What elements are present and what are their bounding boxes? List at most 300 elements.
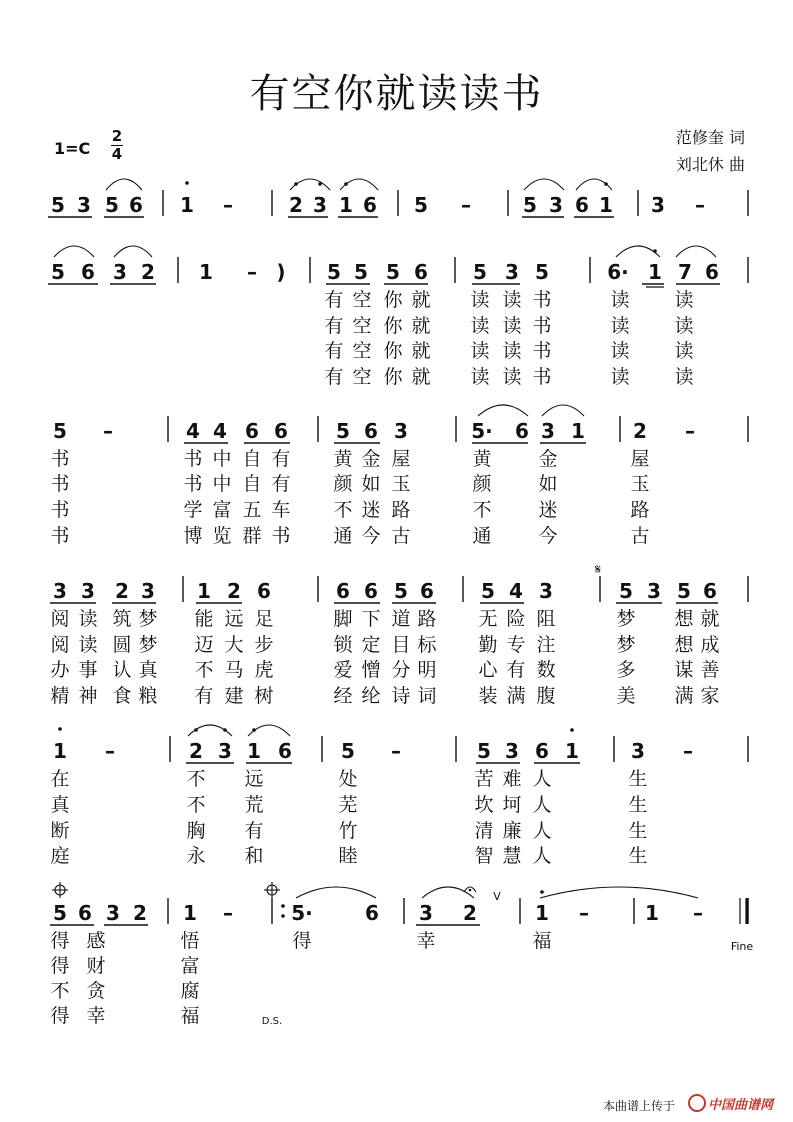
lyric-char: 建 <box>224 685 244 707</box>
note: 5 <box>53 901 67 925</box>
note: 5 <box>481 579 495 603</box>
lyric-char: 不 <box>186 768 206 790</box>
lyric-char: 生 <box>628 845 648 867</box>
note: 5 <box>327 260 341 284</box>
lyric-char: 树 <box>254 685 274 707</box>
lyric-char: 永 <box>186 845 206 867</box>
lyric-char: 智 <box>474 845 494 867</box>
lyric-char: 诗 <box>391 685 411 707</box>
lyric-char: 爱 <box>333 659 353 681</box>
lyric-char: 玉 <box>391 473 411 495</box>
lyric-char: 书 <box>532 315 552 337</box>
octave-dot <box>294 182 298 186</box>
lyric-char: 读 <box>610 315 630 337</box>
note: 5 <box>336 419 350 443</box>
note: 5 <box>414 193 428 217</box>
note: 5 <box>354 260 368 284</box>
lyric-char: 空 <box>352 340 372 362</box>
lyric-char: 就 <box>411 340 431 362</box>
lyric-char: 迷 <box>538 499 558 521</box>
lyric-char: 有 <box>271 473 291 495</box>
slur <box>478 405 528 416</box>
note: – <box>103 419 113 443</box>
lyric-char: 空 <box>352 289 372 311</box>
note: 6 <box>363 193 377 217</box>
note: 5 <box>386 260 400 284</box>
repeat-dot <box>281 904 285 908</box>
lyric-char: 得 <box>50 1005 70 1027</box>
lyric-char: 食 <box>112 685 132 707</box>
lyric-char: 粮 <box>138 685 158 707</box>
lyric-char: 心 <box>478 659 498 681</box>
lyric-char: 读 <box>610 366 630 388</box>
lyric-char: 憎 <box>361 659 381 681</box>
lyric-char: 在 <box>50 768 70 790</box>
note: – <box>693 901 703 925</box>
note: 6 <box>365 901 379 925</box>
note: 3 <box>505 260 519 284</box>
lyric-char: 坷 <box>502 794 522 816</box>
note: 2 <box>189 739 203 763</box>
lyric-char: 慧 <box>502 845 522 867</box>
lyric-char: 荒 <box>244 794 264 816</box>
lyric-char: 读 <box>470 366 490 388</box>
note: 5 <box>105 193 119 217</box>
note: 1 <box>183 901 197 925</box>
lyric-char: 廉 <box>502 820 522 842</box>
lyric-char: 神 <box>78 685 98 707</box>
lyric-char: 幸 <box>416 930 436 952</box>
lyric-char: 福 <box>532 930 552 952</box>
lyric-char: 黄 <box>333 448 353 470</box>
note: 6 <box>257 579 271 603</box>
lyric-char: 阅 <box>50 608 70 630</box>
lyric-char: 读 <box>610 340 630 362</box>
lyric-char: 有 <box>506 659 526 681</box>
note: 6 <box>364 579 378 603</box>
ds-mark: D.S. <box>261 1016 283 1027</box>
fermata-dot <box>469 889 472 892</box>
lyric-char: 悟 <box>180 930 200 952</box>
lyric-char: 经 <box>333 685 353 707</box>
lyric-char: 读 <box>78 608 98 630</box>
slur <box>542 405 584 416</box>
lyric-char: 不 <box>472 499 492 521</box>
lyric-char: 勤 <box>478 634 498 656</box>
note: 5 <box>535 260 549 284</box>
lyric-char: 就 <box>700 608 720 630</box>
lyric-char: 家 <box>700 685 720 707</box>
lyric-char: 阻 <box>536 608 556 630</box>
slur <box>106 179 142 190</box>
lyric-char: 中 <box>212 473 232 495</box>
lyric-char: 读 <box>502 289 522 311</box>
lyric-char: 装 <box>478 685 498 707</box>
lyric-char: 断 <box>50 820 70 842</box>
lyric-char: 圆 <box>112 634 132 656</box>
lyric-char: 福 <box>180 1005 200 1027</box>
lyric-char: 你 <box>383 289 403 311</box>
logo-text: 中国曲谱网 <box>708 1098 774 1113</box>
lyric-char: 博 <box>183 525 203 547</box>
lyric-char: 自 <box>242 448 262 470</box>
note: 6 <box>703 579 717 603</box>
lyric-char: 书 <box>50 525 70 547</box>
note: – <box>461 193 471 217</box>
lyric-char: 如 <box>361 473 381 495</box>
note: 6 <box>414 260 428 284</box>
octave-dot <box>318 182 322 186</box>
repeat-dot <box>281 914 285 918</box>
note: – <box>391 739 401 763</box>
note: 6 <box>78 901 92 925</box>
note: 3 <box>539 579 553 603</box>
lyric-char: 有 <box>244 820 264 842</box>
note: 1 <box>571 419 585 443</box>
lyric-char: 览 <box>212 525 232 547</box>
note: 7 <box>678 260 692 284</box>
composer-credit: 刘北休 曲 <box>675 155 745 174</box>
lyric-char: 读 <box>470 289 490 311</box>
note: 3 <box>631 739 645 763</box>
lyric-char: 筑 <box>112 608 132 630</box>
note: 6 <box>705 260 719 284</box>
note: 1 <box>339 193 353 217</box>
lyric-char: 定 <box>361 634 381 656</box>
lyric-char: 有 <box>324 340 344 362</box>
note: 6 <box>535 739 549 763</box>
lyric-char: 和 <box>244 845 264 867</box>
lyric-char: 车 <box>271 499 291 521</box>
lyric-char: 善 <box>700 659 720 681</box>
lyric-char: 生 <box>628 794 648 816</box>
lyric-char: 腹 <box>536 685 556 707</box>
octave-dot <box>653 249 657 253</box>
lyric-char: 步 <box>254 634 274 656</box>
lyric-char: 清 <box>474 820 494 842</box>
lyric-char: 今 <box>538 525 558 547</box>
lyric-char: 自 <box>242 473 262 495</box>
note: – <box>695 193 705 217</box>
lyric-char: 读 <box>502 366 522 388</box>
lyric-char: 无 <box>478 608 498 630</box>
lyric-char: 书 <box>183 473 203 495</box>
lyric-char: 难 <box>502 768 522 790</box>
note: 3 <box>53 579 67 603</box>
note: 3 <box>106 901 120 925</box>
lyric-char: 就 <box>411 289 431 311</box>
lyric-char: 书 <box>50 473 70 495</box>
lyric-char: 满 <box>506 685 526 707</box>
slur <box>114 246 152 257</box>
note: 6 <box>364 419 378 443</box>
lyric-char: 明 <box>417 659 437 681</box>
lyric-char: 读 <box>78 634 98 656</box>
lyric-char: 五 <box>242 499 262 521</box>
note: 5 <box>341 739 355 763</box>
lyric-char: 不 <box>333 499 353 521</box>
lyric-char: 你 <box>383 340 403 362</box>
note: 3 <box>77 193 91 217</box>
lyric-char: 路 <box>417 608 437 630</box>
lyric-char: 富 <box>180 955 200 977</box>
note: 6 <box>515 419 529 443</box>
lyric-char: 人 <box>532 768 552 790</box>
lyric-char: 真 <box>138 659 158 681</box>
footer-text: 本曲谱上传于 <box>603 1099 676 1113</box>
lyric-char: 你 <box>383 366 403 388</box>
octave-dot <box>540 890 544 894</box>
lyric-char: 梦 <box>138 608 158 630</box>
lyric-char: 精 <box>50 685 70 707</box>
lyric-char: 足 <box>254 608 274 630</box>
note: 2 <box>133 901 147 925</box>
lyric-char: 词 <box>417 685 437 707</box>
lyric-char: 书 <box>532 366 552 388</box>
note: 2 <box>115 579 129 603</box>
lyric-char: 想 <box>674 634 694 656</box>
lyric-char: 颜 <box>472 473 492 495</box>
note: 3 <box>313 193 327 217</box>
lyric-char: 你 <box>383 315 403 337</box>
lyric-char: 读 <box>470 340 490 362</box>
slur <box>54 246 94 257</box>
note: 3 <box>218 739 232 763</box>
note: 3 <box>549 193 563 217</box>
lyric-char: 书 <box>532 289 552 311</box>
breath-mark: V <box>493 890 501 903</box>
note: 5 <box>51 260 65 284</box>
lyric-char: 玉 <box>630 473 650 495</box>
lyric-char: 不 <box>186 794 206 816</box>
lyric-char: 真 <box>50 794 70 816</box>
lyric-char: 读 <box>674 366 694 388</box>
note: 5· <box>471 419 493 443</box>
time-signature-bottom: 4 <box>111 145 123 163</box>
octave-dot <box>194 728 198 732</box>
lyricist-credit: 范修奎 词 <box>675 128 745 147</box>
lyric-char: 标 <box>417 634 437 656</box>
lyric-char: 有 <box>324 289 344 311</box>
lyric-char: 金 <box>361 448 381 470</box>
note: 1 <box>53 739 67 763</box>
note: 1 <box>197 579 211 603</box>
note: 2 <box>633 419 647 443</box>
lyric-char: 生 <box>628 768 648 790</box>
lyric-char: 生 <box>628 820 648 842</box>
site-logo <box>688 1094 773 1113</box>
lyric-char: 芜 <box>338 794 358 816</box>
note: 1 <box>648 260 662 284</box>
lyric-char: 脚 <box>333 608 353 630</box>
note: 6 <box>278 739 292 763</box>
lyric-char: 有 <box>324 315 344 337</box>
lyric-char: 虎 <box>254 659 274 681</box>
lyric-char: 书 <box>532 340 552 362</box>
lyric-char: 满 <box>674 685 694 707</box>
lyric-char: 不 <box>194 659 214 681</box>
lyric-char: 路 <box>630 499 650 521</box>
note: 1 <box>247 739 261 763</box>
lyric-char: 事 <box>78 659 98 681</box>
lyric-char: 苦 <box>474 768 494 790</box>
lyric-char: 梦 <box>616 634 636 656</box>
lyric-char: 财 <box>86 955 106 977</box>
note: 3 <box>541 419 555 443</box>
lyric-char: 就 <box>411 366 431 388</box>
note: 6 <box>575 193 589 217</box>
key-signature: 1=C <box>54 139 91 158</box>
note: 3 <box>647 579 661 603</box>
lyric-char: 书 <box>50 448 70 470</box>
lyric-char: 美 <box>616 685 636 707</box>
note: 6 <box>81 260 95 284</box>
lyric-char: 下 <box>361 608 381 630</box>
note: 1 <box>180 193 194 217</box>
note: 5 <box>394 579 408 603</box>
note: 5· <box>291 901 313 925</box>
slur <box>524 179 564 190</box>
note: – <box>579 901 589 925</box>
lyric-char: 处 <box>338 768 358 790</box>
lyric-char: 远 <box>224 608 244 630</box>
note: 5 <box>51 193 65 217</box>
lyric-char: 道 <box>391 608 411 630</box>
note: 3 <box>113 260 127 284</box>
lyric-char: 学 <box>183 499 203 521</box>
note: 1 <box>645 901 659 925</box>
slur <box>676 246 716 257</box>
note: 6 <box>420 579 434 603</box>
lyric-char: 屋 <box>630 448 650 470</box>
octave-dot <box>252 728 256 732</box>
lyric-char: 黄 <box>472 448 492 470</box>
lyric-char: 群 <box>242 525 262 547</box>
note: – <box>685 419 695 443</box>
lyric-char: 读 <box>470 315 490 337</box>
lyric-char: 空 <box>352 315 372 337</box>
lyric-char: 分 <box>391 659 411 681</box>
note: 2 <box>227 579 241 603</box>
lyric-char: 险 <box>506 608 526 630</box>
lyric-char: 注 <box>536 634 556 656</box>
lyric-char: 竹 <box>338 820 358 842</box>
lyric-char: 读 <box>674 289 694 311</box>
lyric-char: 通 <box>472 525 492 547</box>
note: 3 <box>81 579 95 603</box>
lyric-char: 办 <box>50 659 70 681</box>
octave-dot <box>344 182 348 186</box>
note: 2 <box>289 193 303 217</box>
lyric-char: 目 <box>391 634 411 656</box>
note: – <box>105 739 115 763</box>
time-signature-top: 2 <box>111 127 123 145</box>
note: 5 <box>677 579 691 603</box>
octave-dot <box>58 727 62 731</box>
lyric-char: 书 <box>183 448 203 470</box>
lyric-char: 迈 <box>194 634 214 656</box>
lyric-char: 如 <box>538 473 558 495</box>
lyric-char: 中 <box>212 448 232 470</box>
lyric-char: 通 <box>333 525 353 547</box>
fine-mark: Fine <box>730 940 754 953</box>
lyric-char: 梦 <box>616 608 636 630</box>
lyric-char: 有 <box>324 366 344 388</box>
lyric-char: 能 <box>194 608 214 630</box>
note: 1 <box>535 901 549 925</box>
lyric-char: 空 <box>352 366 372 388</box>
lyric-char: 读 <box>674 340 694 362</box>
note: – <box>223 901 233 925</box>
lyric-char: 成 <box>700 634 720 656</box>
lyric-char: 人 <box>532 820 552 842</box>
lyric-char: 锁 <box>333 634 353 656</box>
lyric-char: 读 <box>610 289 630 311</box>
note: 3 <box>505 739 519 763</box>
lyric-char: 今 <box>361 525 381 547</box>
lyric-char: 谋 <box>674 659 694 681</box>
lyric-char: 就 <box>411 315 431 337</box>
lyric-char: 阅 <box>50 634 70 656</box>
segno-icon: 𝄋 <box>594 562 602 578</box>
note: 6 <box>129 193 143 217</box>
lyric-char: 得 <box>50 930 70 952</box>
lyric-char: 腐 <box>180 980 200 1002</box>
lyric-char: 金 <box>538 448 558 470</box>
lyric-char: 人 <box>532 794 552 816</box>
note: 5 <box>523 193 537 217</box>
lyric-char: 专 <box>506 634 526 656</box>
note: 3 <box>141 579 155 603</box>
lyric-char: 读 <box>674 315 694 337</box>
note: 5 <box>53 419 67 443</box>
lyric-char: 胸 <box>186 820 206 842</box>
lyric-char: 有 <box>271 448 291 470</box>
logo-icon <box>688 1094 706 1112</box>
lyric-char: 得 <box>292 930 312 952</box>
lyric-char: 屋 <box>391 448 411 470</box>
lyric-char: 迷 <box>361 499 381 521</box>
note: 3 <box>394 419 408 443</box>
lyric-char: 庭 <box>50 845 70 867</box>
note: – <box>223 193 233 217</box>
note: 5 <box>619 579 633 603</box>
lyric-char: 路 <box>391 499 411 521</box>
octave-dot <box>223 728 227 732</box>
note: ) <box>276 260 286 284</box>
note: 2 <box>463 901 477 925</box>
lyric-char: 贪 <box>86 980 106 1002</box>
lyric-char: 坎 <box>474 794 494 816</box>
octave-dot <box>185 181 189 185</box>
lyric-char: 读 <box>502 315 522 337</box>
lyric-char: 富 <box>212 499 232 521</box>
note: 3 <box>419 901 433 925</box>
lyric-char: 古 <box>391 525 411 547</box>
note: 1 <box>565 739 579 763</box>
note: 1 <box>199 260 213 284</box>
note: 6 <box>274 419 288 443</box>
note: 2 <box>141 260 155 284</box>
slur <box>296 887 376 898</box>
lyric-char: 想 <box>674 608 694 630</box>
lyric-char: 颜 <box>333 473 353 495</box>
note: 4 <box>213 419 227 443</box>
note: 6 <box>245 419 259 443</box>
note: – <box>683 739 693 763</box>
note: 3 <box>651 193 665 217</box>
lyric-char: 睦 <box>338 845 358 867</box>
